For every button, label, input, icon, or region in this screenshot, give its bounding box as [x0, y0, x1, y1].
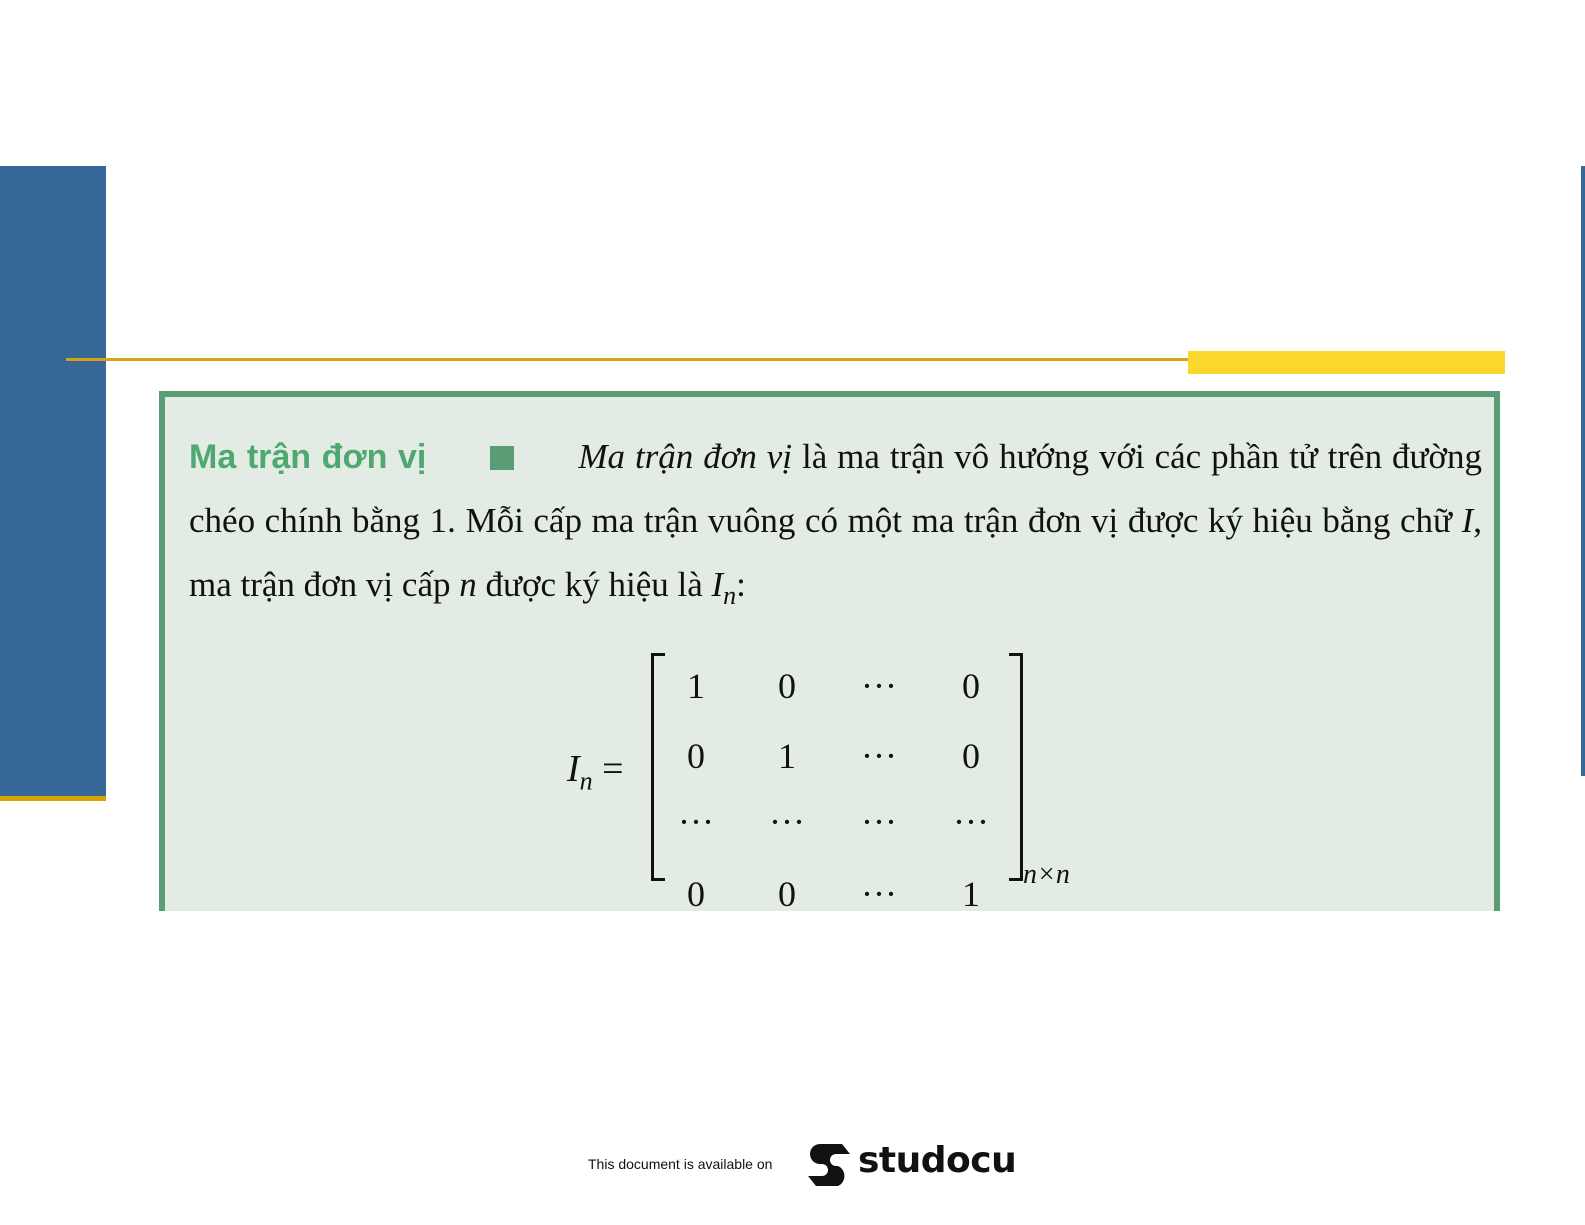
matrix-cell: 0: [687, 736, 705, 776]
identity-matrix-equation: [567, 637, 1127, 914]
footer-availability-text: This document is available on: [588, 1156, 773, 1172]
right-bracket: [1009, 653, 1023, 881]
matrix-cell: ···: [861, 802, 897, 842]
right-edge-bar: [1581, 166, 1585, 776]
matrix-cell: ···: [861, 666, 897, 706]
studocu-logo-wordmark[interactable]: studocu: [858, 1140, 1017, 1181]
text-end: :: [736, 565, 746, 604]
matrix-cell: ···: [953, 802, 989, 842]
definition-box: [159, 391, 1500, 914]
matrix-dimension: n×n: [1023, 859, 1070, 890]
left-accent-bar: [0, 166, 106, 796]
matrix-cell: 0: [962, 736, 980, 776]
lead-italic: Ma trận đơn vị: [578, 437, 793, 476]
definition-term: Ma trận đơn vị: [189, 438, 427, 476]
matrix-cell: 1: [962, 874, 980, 914]
equation-lhs: [567, 747, 624, 796]
matrix-cell: 0: [687, 874, 705, 914]
matrix-cell: ···: [769, 802, 805, 842]
symbol-i: I: [1461, 501, 1474, 540]
lhs-sub: n: [579, 766, 593, 796]
square-bullet-icon: [490, 446, 514, 470]
matrix-cell: 0: [962, 666, 980, 706]
text-part-1: là ma trận vô hướng với các phần tử trên đường chéo chính bằng 1. Mỗi cấp ma trận vuông có một ma trận đơn vị được ký hiệu bằng chữ: [189, 437, 1482, 540]
symbol-in-base: I: [711, 565, 724, 604]
symbol-n: n: [459, 565, 477, 604]
lhs-base: I: [567, 748, 580, 790]
matrix-cell: ···: [861, 874, 897, 914]
text-part-2: , ma trận đơn vị cấp: [189, 501, 1482, 604]
equals-sign: =: [602, 748, 624, 790]
highlight-block: [1188, 351, 1505, 374]
studocu-logo-icon: [806, 1142, 852, 1188]
text-part-3: được ký hiệu là: [476, 565, 712, 604]
matrix-cell: 1: [687, 666, 705, 706]
left-bar-underline: [0, 796, 106, 801]
definition-paragraph: [189, 425, 1482, 617]
matrix-cell: 0: [778, 874, 796, 914]
matrix-cell: ···: [861, 736, 897, 776]
matrix-cell: 0: [778, 666, 796, 706]
matrix-cell: 1: [778, 736, 796, 776]
symbol-in-sub: n: [723, 581, 737, 610]
matrix-cell: ···: [678, 802, 714, 842]
